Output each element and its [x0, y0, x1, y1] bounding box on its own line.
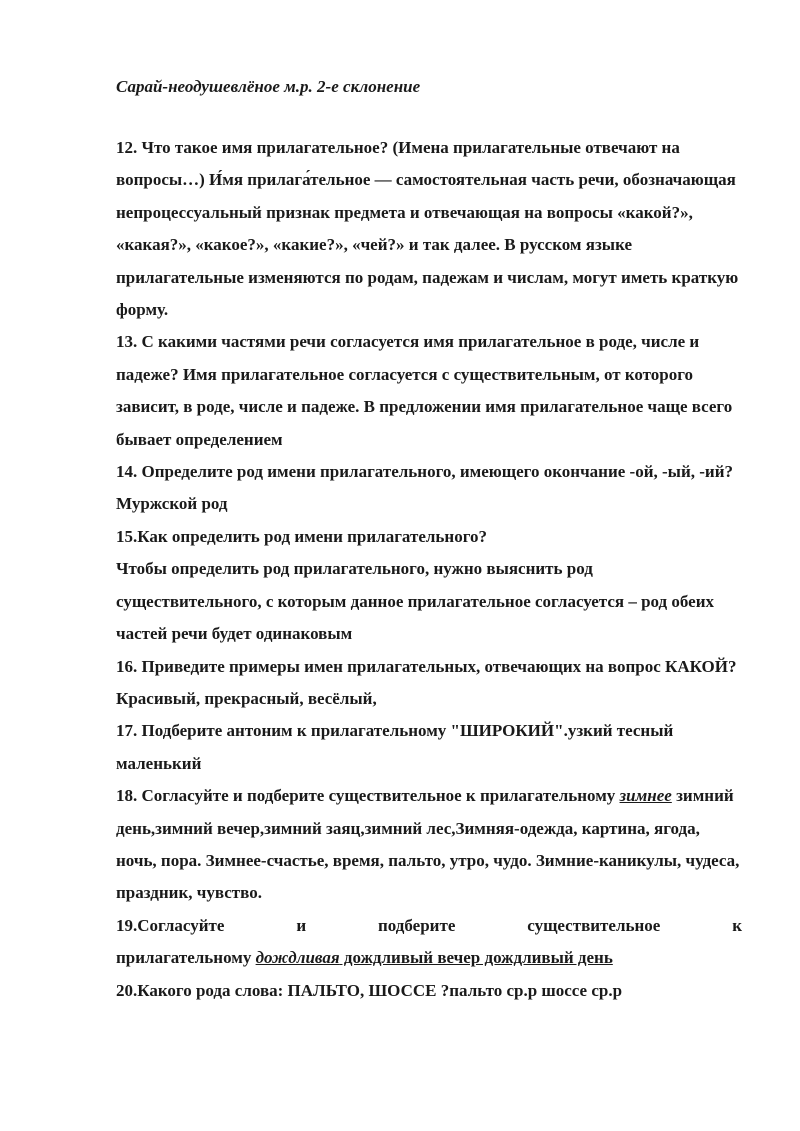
question-18-word: зимнее: [619, 786, 672, 806]
document-body: [116, 76, 742, 1007]
qa-list: [116, 132, 742, 1007]
heading-note: Сарай-неодушевлёное м.р. 2-е склонение: [116, 77, 421, 96]
question-19-prefix: прилагательному: [116, 948, 256, 968]
question-19-answer: дождливый вечер дождливый день: [339, 948, 613, 968]
question-16: 16. Приведите примеры имен прилагательных, отвечающих на вопрос КАКОЙ? Красивый, прекрасный, весёлый,: [116, 656, 737, 708]
question-18-answer: зимний день,зимний вечер,зимний заяц,зимний лес,Зимняя-одежда, картина, ягода, ночь, пора. Зимнее-счастье, время, пальто, утро, чудо. Зимние-каникулы, чудеса, праздник, чувство.: [116, 786, 740, 903]
question-19-line2: [116, 942, 742, 974]
question-12: 12. Что такое имя прилагательное? (Имена прилагательные отвечают на вопросы…) И́мя прилага́тельное — самостоятельная часть речи, обозначающая непроцессуальный признак предмета и отвечающая на вопросы «какой?», «какая?», «какое?», «какие?», «чей?» и так далее. В русском языке прилагательные изменяются по родам, падежам и числам, могут иметь краткую форму.: [116, 138, 739, 320]
question-19-line1: 19.Согласуйте и подберите существительное к: [116, 915, 742, 935]
question-20: 20.Какого рода слова: ПАЛЬТО, ШОССЕ ?пальто ср.р шоссе ср.р: [116, 980, 623, 1000]
question-13: 13. С какими частями речи согласуется имя прилагательное в роде, числе и падеже? Имя прилагательное согласуется с существительным, от которого зависит, в роде, числе и падеже. В предложении имя прилагательное чаще всего бывает определением: [116, 332, 733, 449]
question-17: 17. Подберите антоним к прилагательному "ШИРОКИЙ".узкий тесный маленький: [116, 721, 674, 773]
question-18: [116, 780, 742, 910]
question-18-intro: 18. Согласуйте и подберите существительное к прилагательному: [116, 786, 620, 806]
question-14: 14. Определите род имени прилагательного, имеющего окончание -ой, -ый, -ий? Муржской род: [116, 462, 733, 514]
question-19-word: дождливая: [255, 948, 340, 968]
question-15: 15.Как определить род имени прилагательного?: [116, 526, 487, 546]
answer-15: Чтобы определить род прилагательного, нужно выяснить род существительного, с которым данное прилагательное согласуется – род обеих частей речи будет одинаковым: [116, 559, 715, 644]
